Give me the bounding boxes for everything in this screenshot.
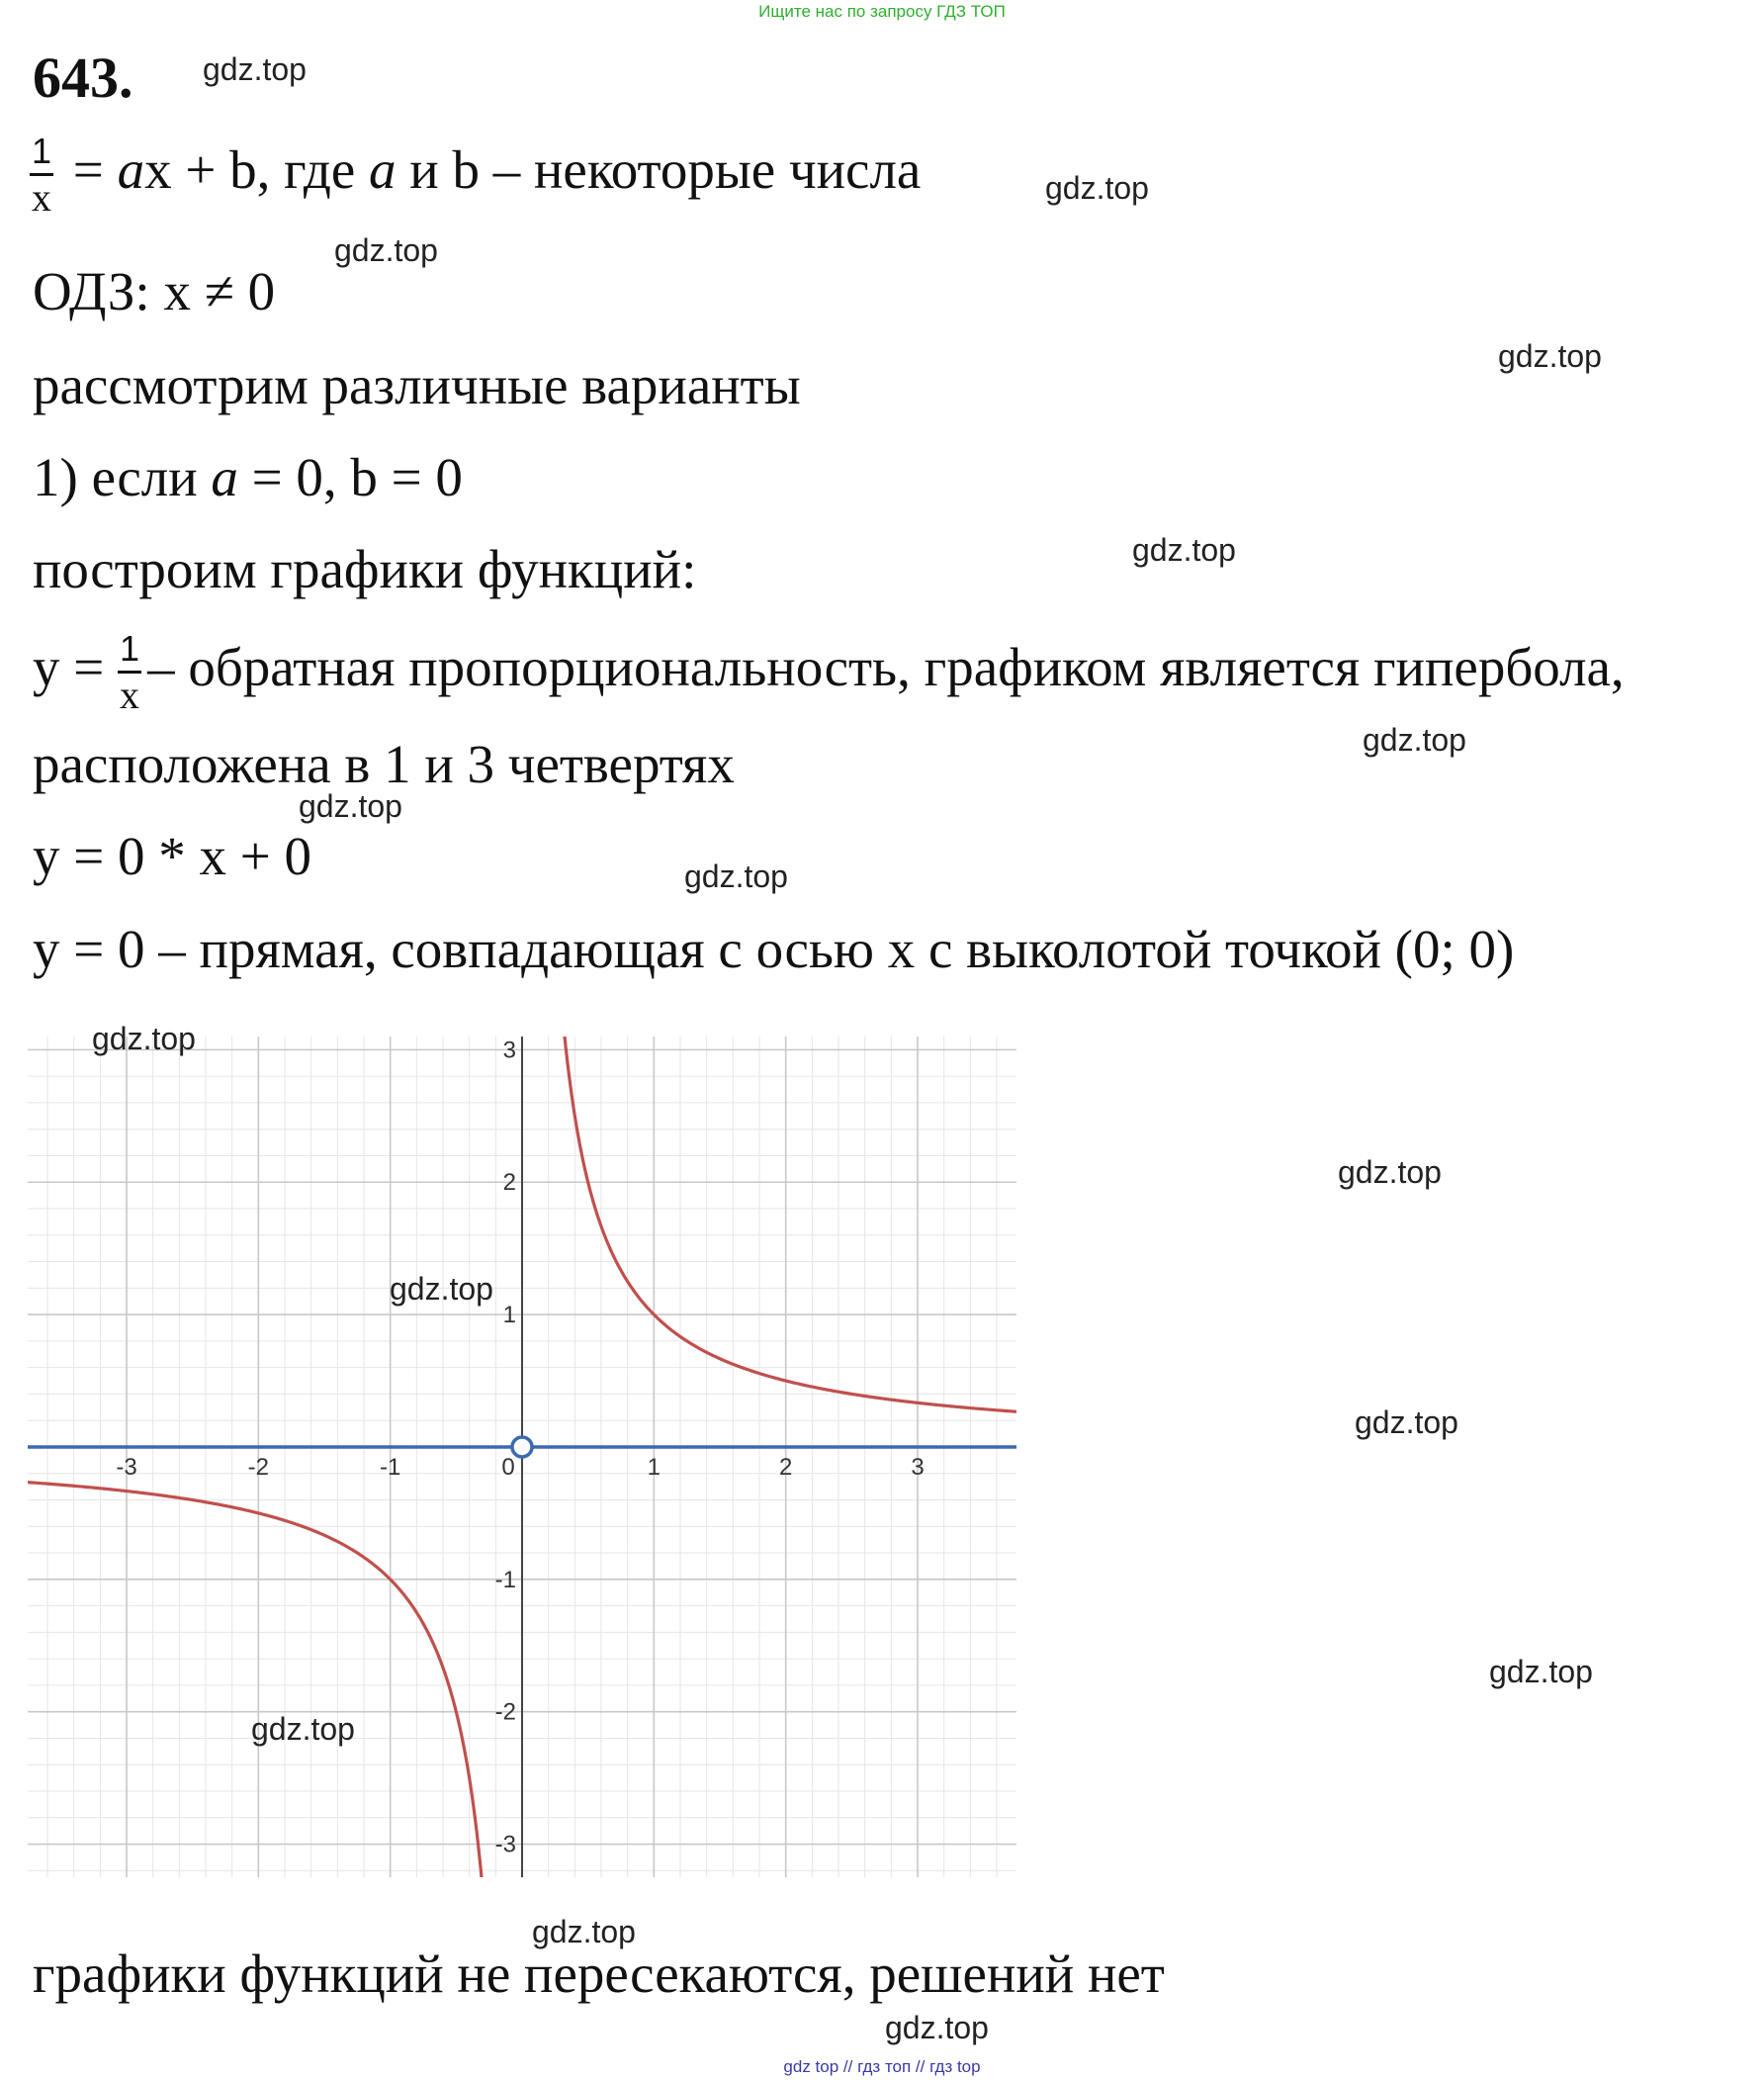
hyperbola-numerator: 1 [118, 631, 141, 674]
x-tick-label: 2 [778, 1453, 793, 1481]
var-a: a [117, 139, 145, 201]
watermark: gdz.top [334, 232, 438, 268]
task-number: 643. [33, 45, 133, 110]
watermark: gdz.top [1132, 532, 1236, 568]
watermark: gdz.top [1489, 1654, 1593, 1689]
hyperbola-branch-right [565, 1037, 1016, 1411]
y-tick-label: 1 [502, 1302, 516, 1329]
hyperbola-y: y = [33, 637, 119, 698]
eq-sign: = [59, 139, 118, 201]
hyperbola-desc: – обратная пропорциональность, графиком является гипербола, [147, 637, 1625, 698]
y-tick-label: -2 [494, 1698, 516, 1726]
hyperbola-fraction [118, 628, 141, 717]
case-1-var-a: a [211, 447, 238, 507]
case-1-post: = 0, b = 0 [237, 447, 463, 507]
line-description: y = 0 – прямая, совпадающая с осью x с выколотой точкой (0; 0) [33, 919, 1515, 979]
x-tick-label: -3 [116, 1453, 137, 1481]
fraction-one-over-x [30, 131, 53, 220]
watermark: gdz.top [251, 1711, 355, 1747]
conclusion: графики функций не пересекаются, решений нет [33, 1944, 1165, 2004]
watermark: gdz.top [299, 788, 402, 824]
watermark: gdz.top [1498, 338, 1602, 374]
eq-tail: и b – некоторые числа [396, 139, 922, 201]
eq-middle: x + b, где [144, 139, 370, 201]
case-1-pre: 1) если [33, 447, 212, 507]
y-tick-label: 2 [502, 1169, 516, 1197]
line-equation: y = 0 * x + 0 [33, 826, 312, 886]
watermark: gdz.top [1045, 170, 1149, 206]
watermark: gdz.top [1363, 722, 1466, 758]
watermark: gdz.top [92, 1021, 196, 1056]
hyperbola-line [33, 628, 1625, 717]
watermark: gdz.top [885, 2010, 989, 2045]
watermark: gdz.top [532, 1914, 636, 1949]
function-graph [28, 1037, 1016, 1877]
plot-intro: построим графики функций: [33, 539, 697, 599]
footer-links[interactable]: gdz top // гдз топ // гдз top [783, 2057, 981, 2076]
y-tick-label: 3 [502, 1037, 516, 1064]
hyperbola-denominator: x [120, 673, 140, 717]
fraction-denominator: x [32, 175, 52, 220]
odz-line: ОДЗ: x ≠ 0 [33, 261, 276, 321]
x-tick-label: 1 [647, 1453, 662, 1481]
x-tick-label: -2 [247, 1453, 270, 1481]
y-tick-label: -1 [494, 1566, 516, 1593]
variants-intro: рассмотрим различные варианты [33, 355, 801, 415]
open-point-origin [512, 1437, 532, 1457]
watermark: gdz.top [203, 51, 307, 87]
promo-banner[interactable]: Ищите нас по запросу ГДЗ ТОП [758, 2, 1006, 21]
y-tick-label: -3 [494, 1831, 516, 1858]
watermark: gdz.top [1338, 1154, 1442, 1190]
var-a-2: a [369, 139, 397, 201]
watermark: gdz.top [1355, 1404, 1458, 1440]
x-tick-label: -1 [379, 1453, 401, 1481]
case-1 [33, 447, 463, 507]
fraction-numerator: 1 [30, 134, 53, 176]
x-tick-label: 0 [501, 1453, 515, 1481]
watermark: gdz.top [684, 859, 788, 894]
equation-line [30, 131, 922, 220]
hyperbola-quarters: расположена в 1 и 3 четвертях [33, 734, 735, 794]
watermark: gdz.top [390, 1271, 493, 1307]
x-tick-label: 3 [911, 1453, 925, 1481]
